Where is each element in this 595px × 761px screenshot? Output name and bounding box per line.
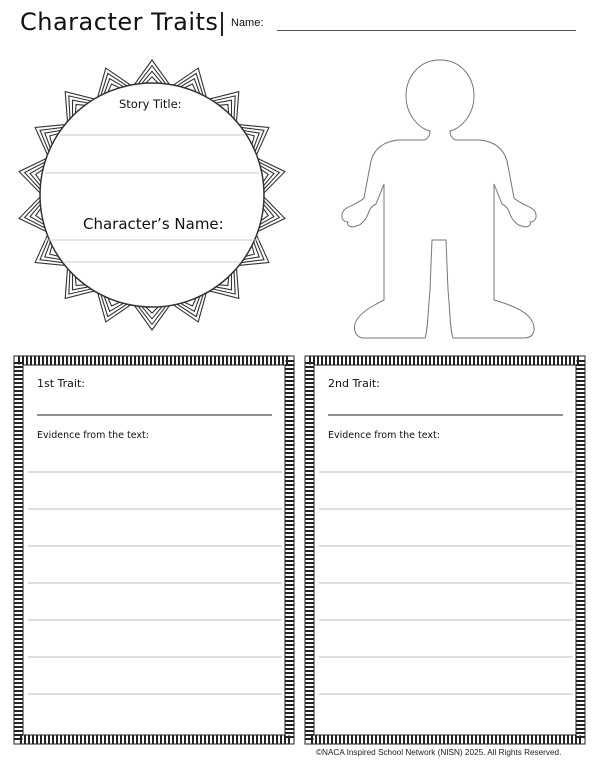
story-title-label: Story Title: [119, 97, 182, 111]
trait-box-1-border [14, 356, 294, 744]
character-name-label: Character’s Name: [83, 215, 224, 233]
trait-1-label: 1st Trait: [37, 377, 85, 390]
copyright-footer: ©NACA Inspired School Network (NISN) 2025. All Rights Reserved. [316, 748, 562, 757]
name-label: Name: [231, 17, 264, 29]
page-title: Character Traits [20, 8, 219, 36]
evidence-1-label: Evidence from the text: [37, 430, 149, 441]
person-outline-drawing [342, 60, 536, 338]
evidence-2-label: Evidence from the text: [328, 430, 440, 441]
story-circle [40, 83, 264, 307]
trait-box-2-border [305, 356, 585, 744]
trait-2-label: 2nd Trait: [328, 377, 380, 390]
